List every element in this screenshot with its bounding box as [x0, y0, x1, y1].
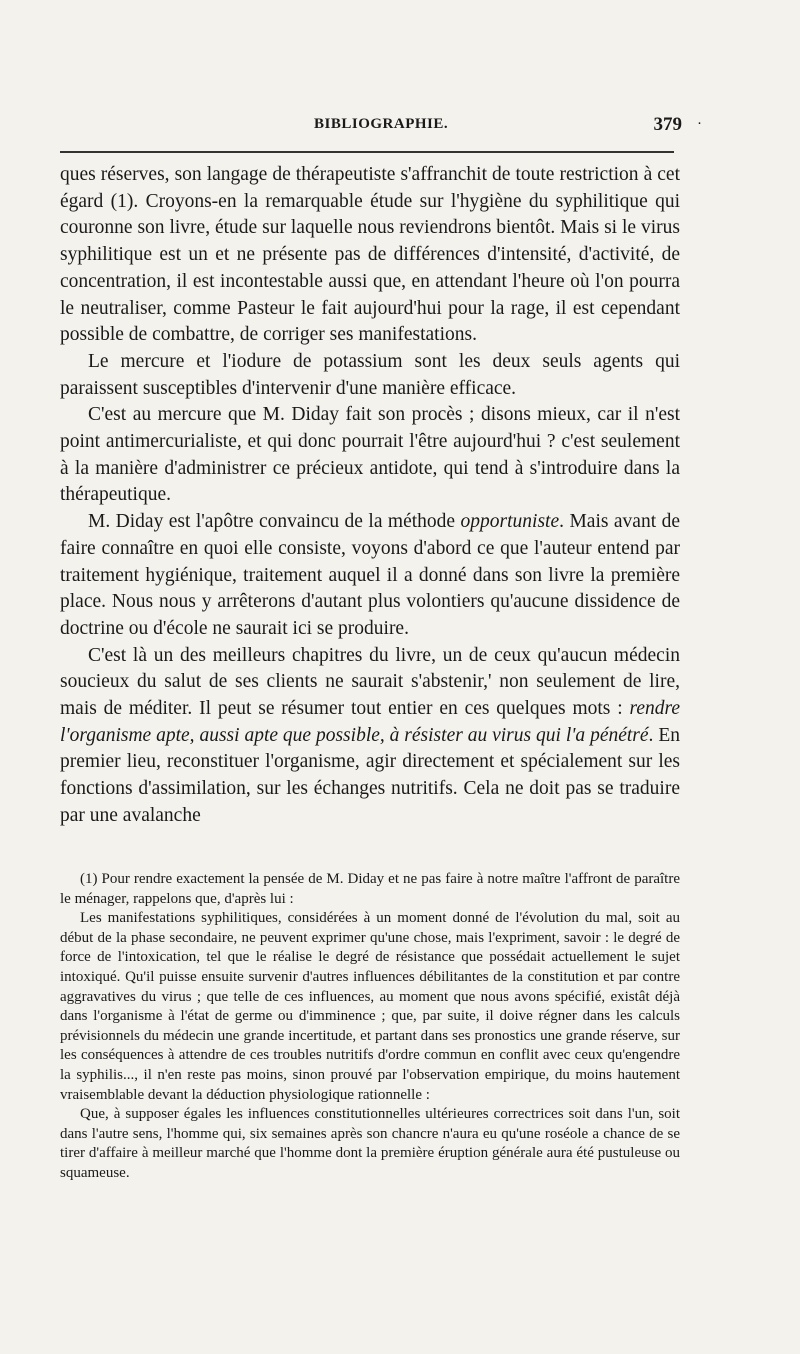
- header-rule: [60, 151, 674, 153]
- page-header: [56, 112, 702, 136]
- paragraph-1: ques réserves, son langage de thérapeutiste s'affranchit de toute restriction à cet égard (1). Croyons-en la remarquable étude sur l'hygiène du syphilitique qui couronne son livre, étude sur laquelle nous reviendrons bientôt. Mais si le virus syphilitique est un et ne présente pas de différences d'intensité, d'activité, de concentration, il est incontestable aussi que, en attendant l'heure où l'on pourra le neutraliser, comme Pasteur le fait aujourd'hui pour la rage, il est cependant possible de combattre, de corriger ses manifestations.: [60, 164, 680, 346]
- paragraph-2: Le mercure et l'iodure de potassium sont les deux seuls agents qui paraissent susceptibles d'intervenir d'une manière efficace.: [60, 350, 680, 399]
- paragraph-5-emphasis: rendre l'organisme apte, aussi apte que possible, à résister au virus qui l'a pénétré: [60, 698, 680, 746]
- margin-mark: ·: [697, 116, 702, 132]
- paragraph-4-emphasis: opportuniste: [460, 511, 560, 533]
- paragraph-4-start: M. Diday est l'apôtre convaincu de la méthode: [88, 511, 461, 533]
- footnote-3: Que, à supposer égales les influences constitutionnelles ultérieures correctrices soit dans l'un, soit dans l'autre sens, l'homme qui, six semaines après son chancre n'aura eu qu'une roséole a chance de se tirer d'affaire à meilleur marché que l'homme dont la première éruption générale aura été pustuleuse ou squameuse.: [60, 1106, 680, 1181]
- paragraph-4-end: . Mais avant de faire connaître en quoi elle consiste, voyons d'abord ce que l'auteur entend par traitement hygiénique, traitement auquel il a donné dans son livre la première place. Nous nous y arrêterons d'autant plus volontiers qu'aucune dissidence de doctrine ou d'école ne saurait ici se produire.: [60, 511, 680, 639]
- paragraph-5-start: C'est là un des meilleurs chapitres du livre, un de ceux qu'aucun médecin soucieux du salut de ses clients ne saurait s'abstenir,' non seulement de lire, mais de méditer. Il peut se résumer tout entier en ces quelques mots :: [60, 644, 680, 720]
- running-title: BIBLIOGRAPHIE.: [314, 116, 449, 132]
- paragraph-5: [60, 643, 680, 830]
- page-number: 379: [653, 114, 682, 135]
- footnote-1: (1) Pour rendre exactement la pensée de M. Diday et ne pas faire à notre maître l'affront de paraître le ménager, rappelons que, d'après lui :: [60, 871, 680, 907]
- paragraph-3: C'est au mercure que M. Diday fait son procès ; disons mieux, car il n'est point antimercurialiste, et qui donc pourrait l'être aujourd'hui ? c'est seulement à la manière d'administrer ce précieux antidote, qui tend à s'introduire dans la thérapeutique.: [60, 404, 680, 506]
- paragraph-5-end: . En premier lieu, reconstituer l'organisme, agir directement et spécialement sur les fonctions d'assimilation, sur les échanges nutritifs. Cela ne doit pas se traduire par une avalanche: [60, 724, 680, 826]
- footnote-2: Les manifestations syphilitiques, considérées à un moment donné de l'évolution du mal, soit au début de la phase secondaire, ne peuvent exprimer qu'une chose, mais l'expriment, savoir : le degré de force de l'intoxication, tel que le réalise le degré de résistance que possédait actuellement le sujet intoxiqué. Qu'il puisse ensuite survenir d'autres influences débilitantes de la constitution et par contre aggravatives du virus ; que telle de ces influences, au moment que nous avons spécifié, existât déjà dans l'organisme à l'état de germe ou d'imminence ; que, par suite, il doive régner dans les calculs prévisionnels du médecin une grande incertitude, et partant dans ses pronostics une grande réserve, sur les conséquences à attendre de ces troubles nutritifs d'ordre commun en conflit avec ceux qu'engendre la syphilis..., il n'en reste pas moins, sinon prouvé par l'observation empirique, du moins hautement vraisemblable devant la déduction physiologique rationnelle :: [60, 910, 680, 1103]
- paragraph-4: [60, 509, 680, 643]
- footnote: [60, 870, 680, 1184]
- main-text: [60, 162, 680, 830]
